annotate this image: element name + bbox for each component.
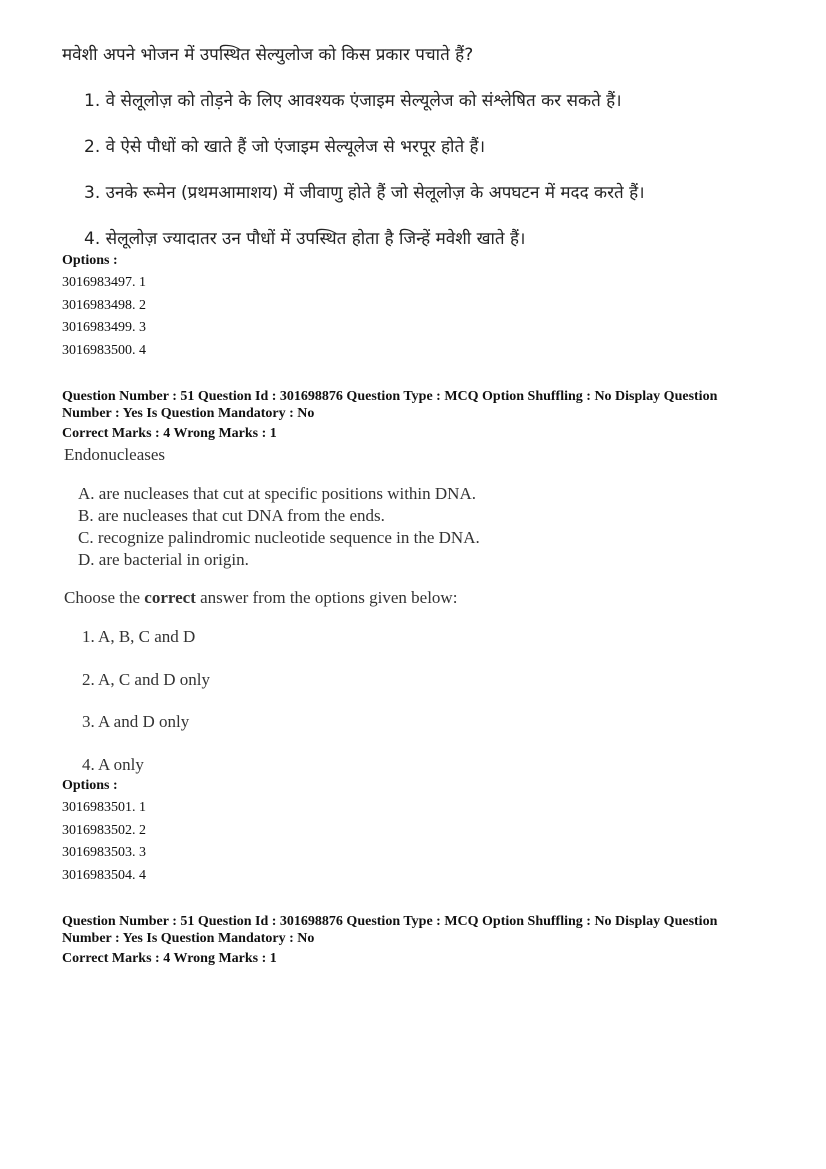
question-meta-line-2: Number : Yes Is Question Mandatory : No [62, 931, 315, 946]
statement-a: A. are nucleases that cut at specific positions within DNA. [78, 484, 476, 503]
hindi-question-stem: मवेशी अपने भोजन में उपस्थित सेल्युलोज को किस प्रकार पचाते हैं? [62, 45, 474, 65]
hindi-choice-3: 3. उनके रूमेन (प्रथमआमाशय) में जीवाणु होते हैं जो सेलूलोज़ के अपघटन में मदद करते हैं। [84, 183, 645, 203]
question-meta [62, 388, 762, 442]
instruction-pre: Choose the [64, 588, 145, 607]
choice-3: 3. A and D only [82, 712, 190, 731]
option-id-line: 3016983498. 2 [62, 298, 146, 313]
instruction-bold: correct [144, 588, 196, 607]
instruction-post: answer from the options given below: [195, 588, 458, 607]
option-id-line: 3016983502. 2 [62, 823, 146, 838]
question-meta-line-1: Question Number : 51 Question Id : 301698876 Question Type : MCQ Option Shuffling : No Display Question [62, 389, 718, 404]
statement-b: B. are nucleases that cut DNA from the ends. [78, 506, 385, 525]
marks-line: Correct Marks : 4 Wrong Marks : 1 [62, 951, 277, 966]
option-id-line: 3016983504. 4 [62, 868, 146, 883]
instruction-line [64, 588, 457, 608]
options-label: Options : [62, 253, 118, 268]
hindi-choice-1: 1. वे सेलूलोज़ को तोड़ने के लिए आवश्यक एंजाइम सेल्यूलेज को संश्लेषित कर सकते हैं। [84, 91, 622, 111]
question-meta-line-2: Number : Yes Is Question Mandatory : No [62, 406, 315, 421]
statement-c: C. recognize palindromic nucleotide sequence in the DNA. [78, 528, 480, 547]
options-label: Options : [62, 778, 118, 793]
choice-2: 2. A, C and D only [82, 670, 210, 689]
question-stem: Endonucleases [64, 445, 166, 464]
option-id-line: 3016983500. 4 [62, 343, 146, 358]
hindi-choice-4: 4. सेलूलोज़ ज्यादातर उन पौधों में उपस्थित होता है जिन्हें मवेशी खाते हैं। [84, 229, 526, 249]
choice-4: 4. A only [82, 755, 144, 774]
marks-line: Correct Marks : 4 Wrong Marks : 1 [62, 426, 277, 441]
option-id-line: 3016983499. 3 [62, 320, 146, 335]
question-meta-line-1: Question Number : 51 Question Id : 301698876 Question Type : MCQ Option Shuffling : No Display Question [62, 914, 718, 929]
statement-d: D. are bacterial in origin. [78, 550, 249, 569]
option-id-line: 3016983503. 3 [62, 845, 146, 860]
question-meta [62, 913, 762, 967]
option-id-line: 3016983497. 1 [62, 275, 146, 290]
option-id-line: 3016983501. 1 [62, 800, 146, 815]
hindi-choice-2: 2. वे ऐसे पौधों को खाते हैं जो एंजाइम सेल्यूलेज से भरपूर होते हैं। [84, 137, 486, 157]
choice-1: 1. A, B, C and D [82, 627, 196, 646]
